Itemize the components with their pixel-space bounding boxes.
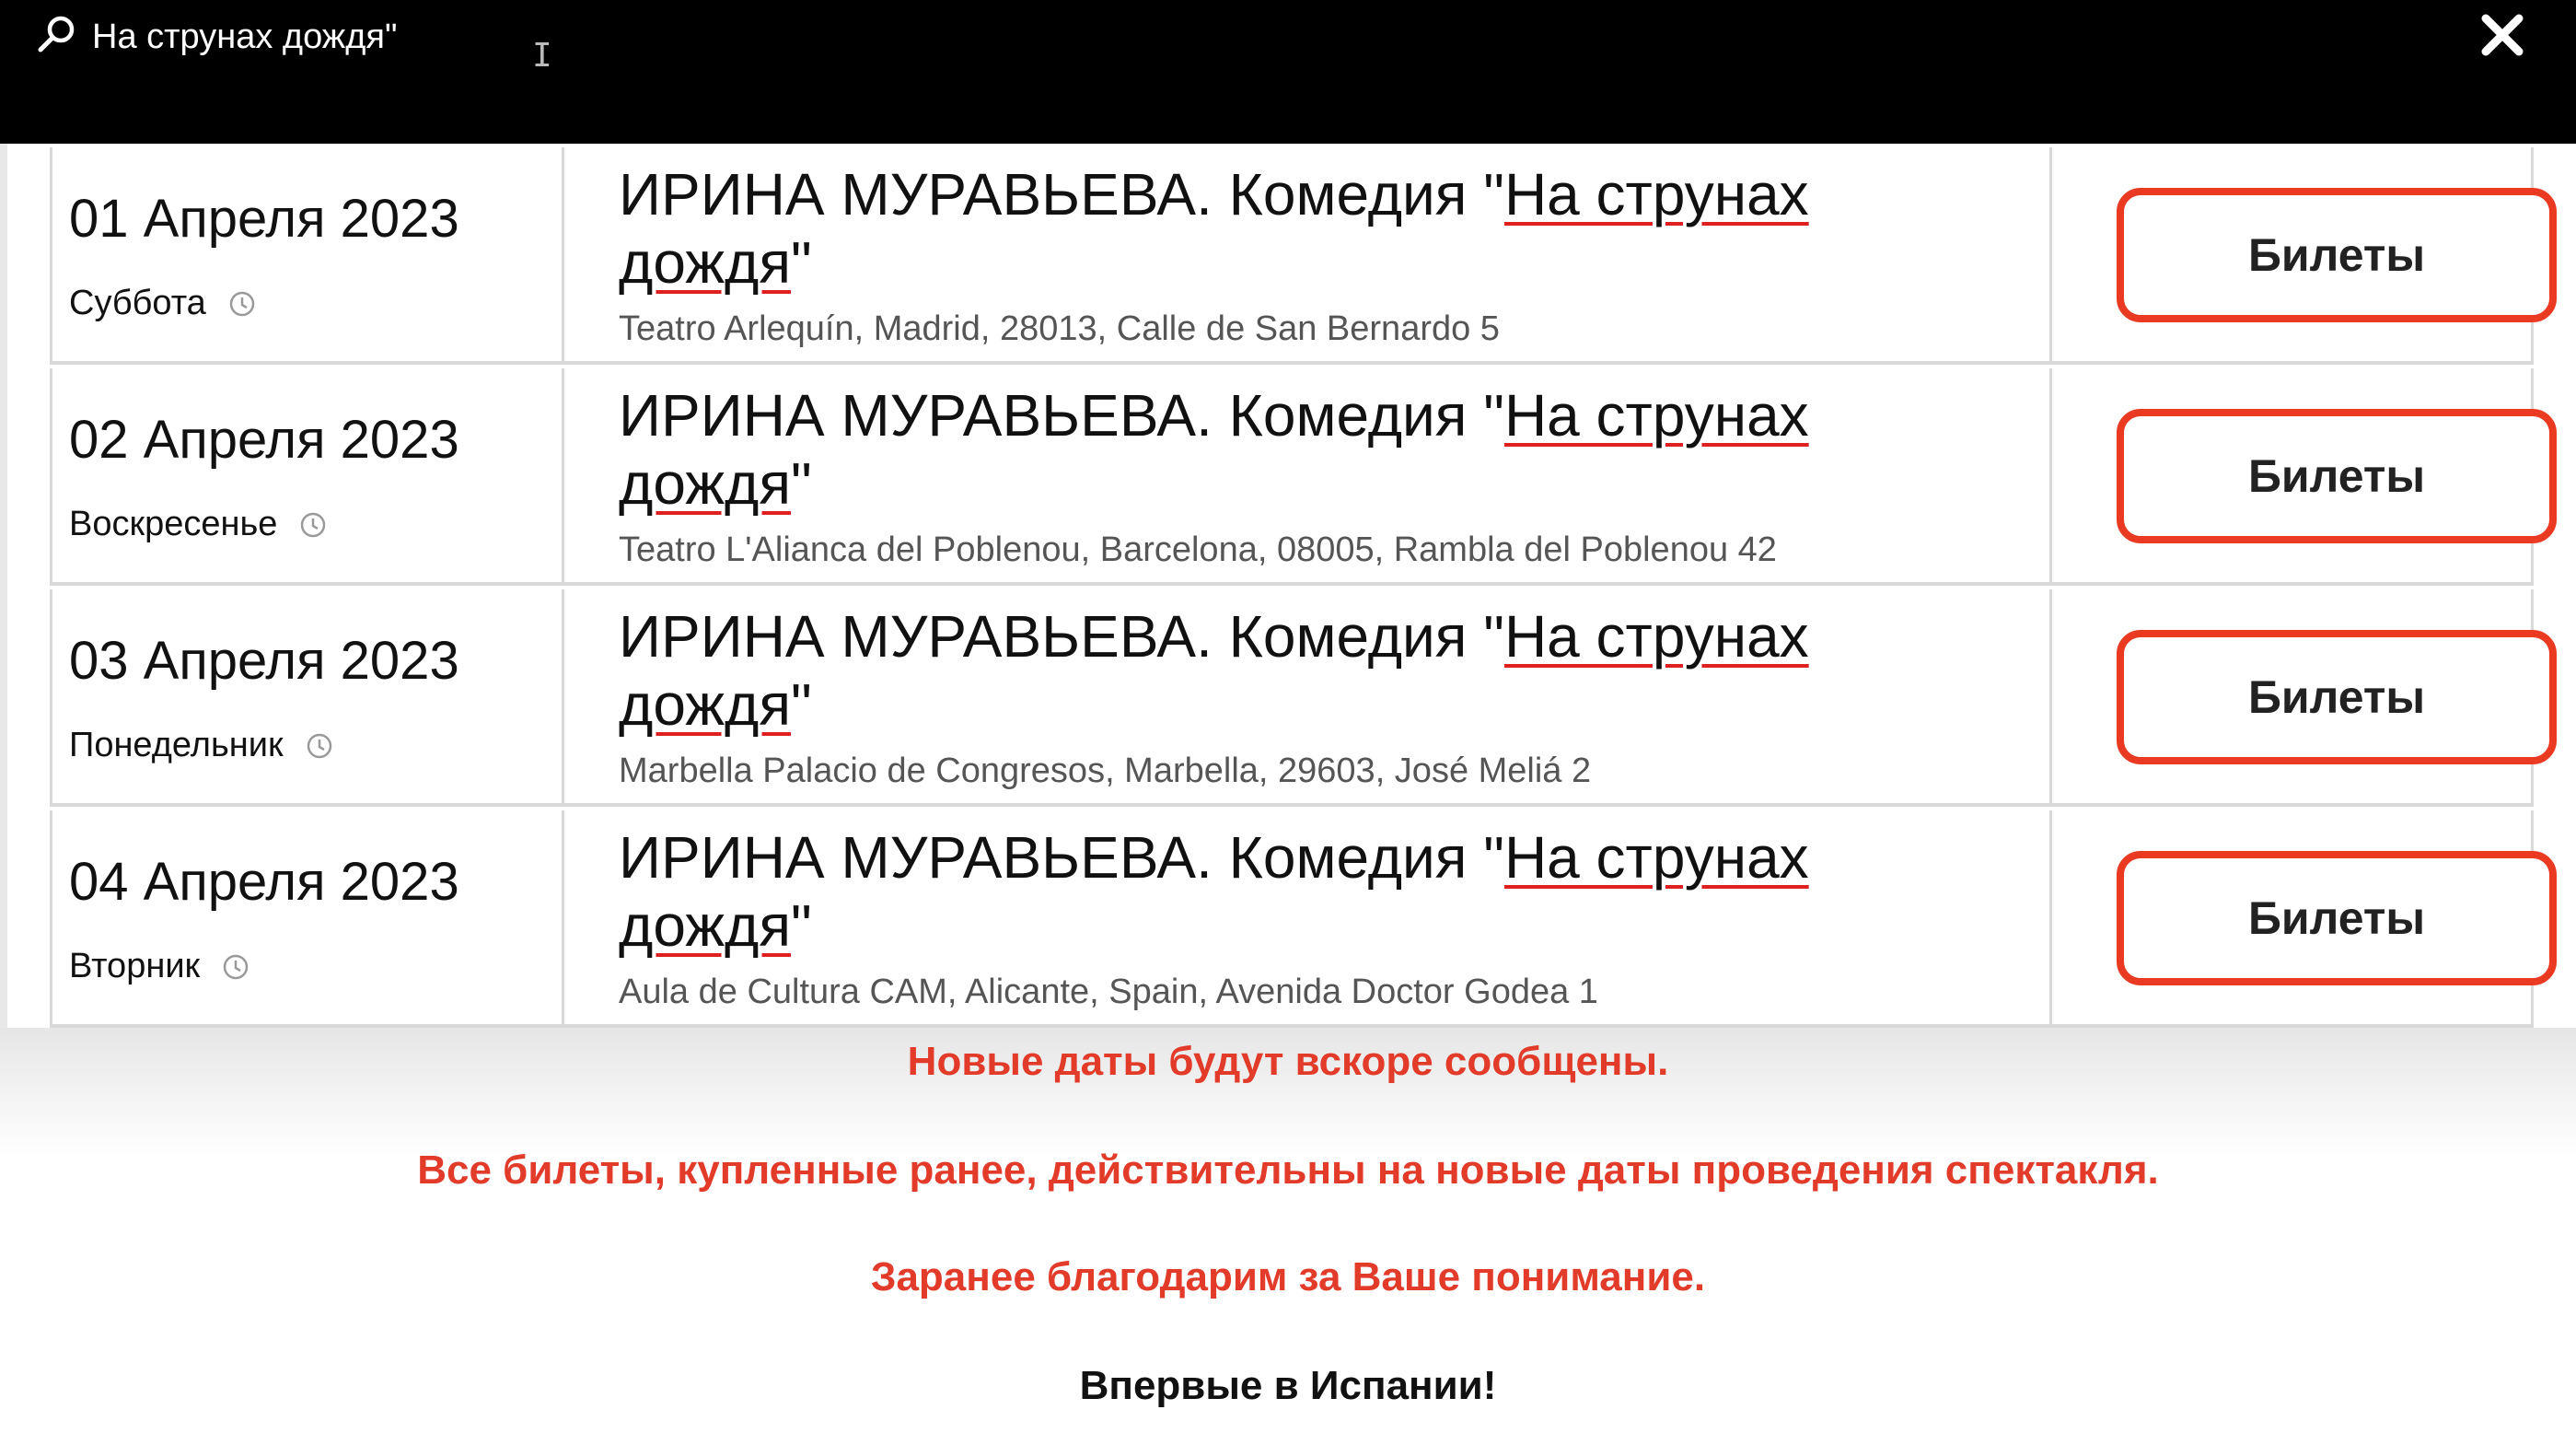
title-prefix: ИРИНА МУРАВЬЕВА. Комедия " [619,161,1504,227]
event-venue: Teatro Arlequín, Madrid, 28013, Calle de San Bernardo 5 [619,309,1500,348]
date-cell [52,147,564,361]
event-row [50,368,2534,586]
event-row [50,810,2534,1028]
date-cell [52,589,564,803]
search-bar [0,0,2576,144]
event-venue: Marbella Palacio de Congresos, Marbella, 29603, José Meliá 2 [619,751,1592,790]
event-date: 02 Апреля 2023 [69,410,459,470]
clock-icon [299,511,327,539]
title-highlight: дождя [619,892,792,959]
event-venue: Aula de Cultura CAM, Alicante, Spain, Avenida Doctor Godea 1 [619,973,1598,1011]
clock-icon [222,953,249,981]
title-highlight: На струнах [1503,603,1809,670]
event-row [50,147,2534,365]
title-highlight: дождя [619,450,792,517]
tickets-button[interactable]: Билеты [2117,630,2557,764]
tickets-button[interactable]: Билеты [2117,409,2557,543]
event-weekday [69,505,327,544]
title-highlight: На струнах [1503,824,1809,891]
notice-new-dates: Новые даты будут вскоре сообщены. [907,1039,1669,1084]
weekday-label: Воскресенье [69,505,278,543]
weekday-label: Понедельник [69,726,284,764]
title-suffix: " [791,892,812,959]
title-suffix: " [791,229,812,296]
title-suffix: " [791,671,812,738]
clock-icon [228,290,256,318]
title-prefix: ИРИНА МУРАВЬЕВА. Комедия " [619,382,1504,449]
notice-tickets-valid: Все билеты, купленные ранее, действительны на новые даты проведения спектакля. [417,1148,2159,1193]
event-title[interactable] [619,602,1908,739]
date-cell [52,810,564,1024]
notice-first-in-spain: Впервые в Испании! [1079,1363,1497,1408]
title-highlight: дождя [619,229,792,296]
event-date: 03 Апреля 2023 [69,631,459,691]
title-highlight: дождя [619,671,792,738]
event-date: 01 Апреля 2023 [69,189,459,249]
event-weekday [69,947,249,986]
search-input[interactable] [92,7,921,66]
clock-icon [306,732,333,760]
event-venue: Teatro L'Alianca del Poblenou, Barcelona, 08005, Rambla del Poblenou 42 [619,530,1777,569]
weekday-label: Вторник [69,947,201,985]
notice-thanks: Заранее благодарим за Ваше понимание. [870,1254,1706,1299]
title-highlight: На струнах [1503,382,1809,449]
event-weekday [69,284,256,323]
title-prefix: ИРИНА МУРАВЬЕВА. Комедия " [619,824,1504,891]
title-highlight: На струнах [1503,161,1809,227]
tickets-button[interactable]: Билеты [2117,188,2557,322]
text-cursor: I [532,37,552,75]
tickets-button[interactable]: Билеты [2117,851,2557,985]
event-title[interactable] [619,160,1908,297]
date-cell [52,368,564,582]
event-title[interactable] [619,823,1908,960]
title-suffix: " [791,450,812,517]
event-weekday [69,726,333,765]
event-date: 04 Апреля 2023 [69,852,459,912]
event-title[interactable] [619,381,1908,518]
close-icon[interactable] [2477,9,2528,61]
weekday-label: Суббота [69,284,206,322]
page-gutter [0,144,7,1028]
title-prefix: ИРИНА МУРАВЬЕВА. Комедия " [619,603,1504,670]
event-row [50,589,2534,807]
search-icon [35,13,79,57]
